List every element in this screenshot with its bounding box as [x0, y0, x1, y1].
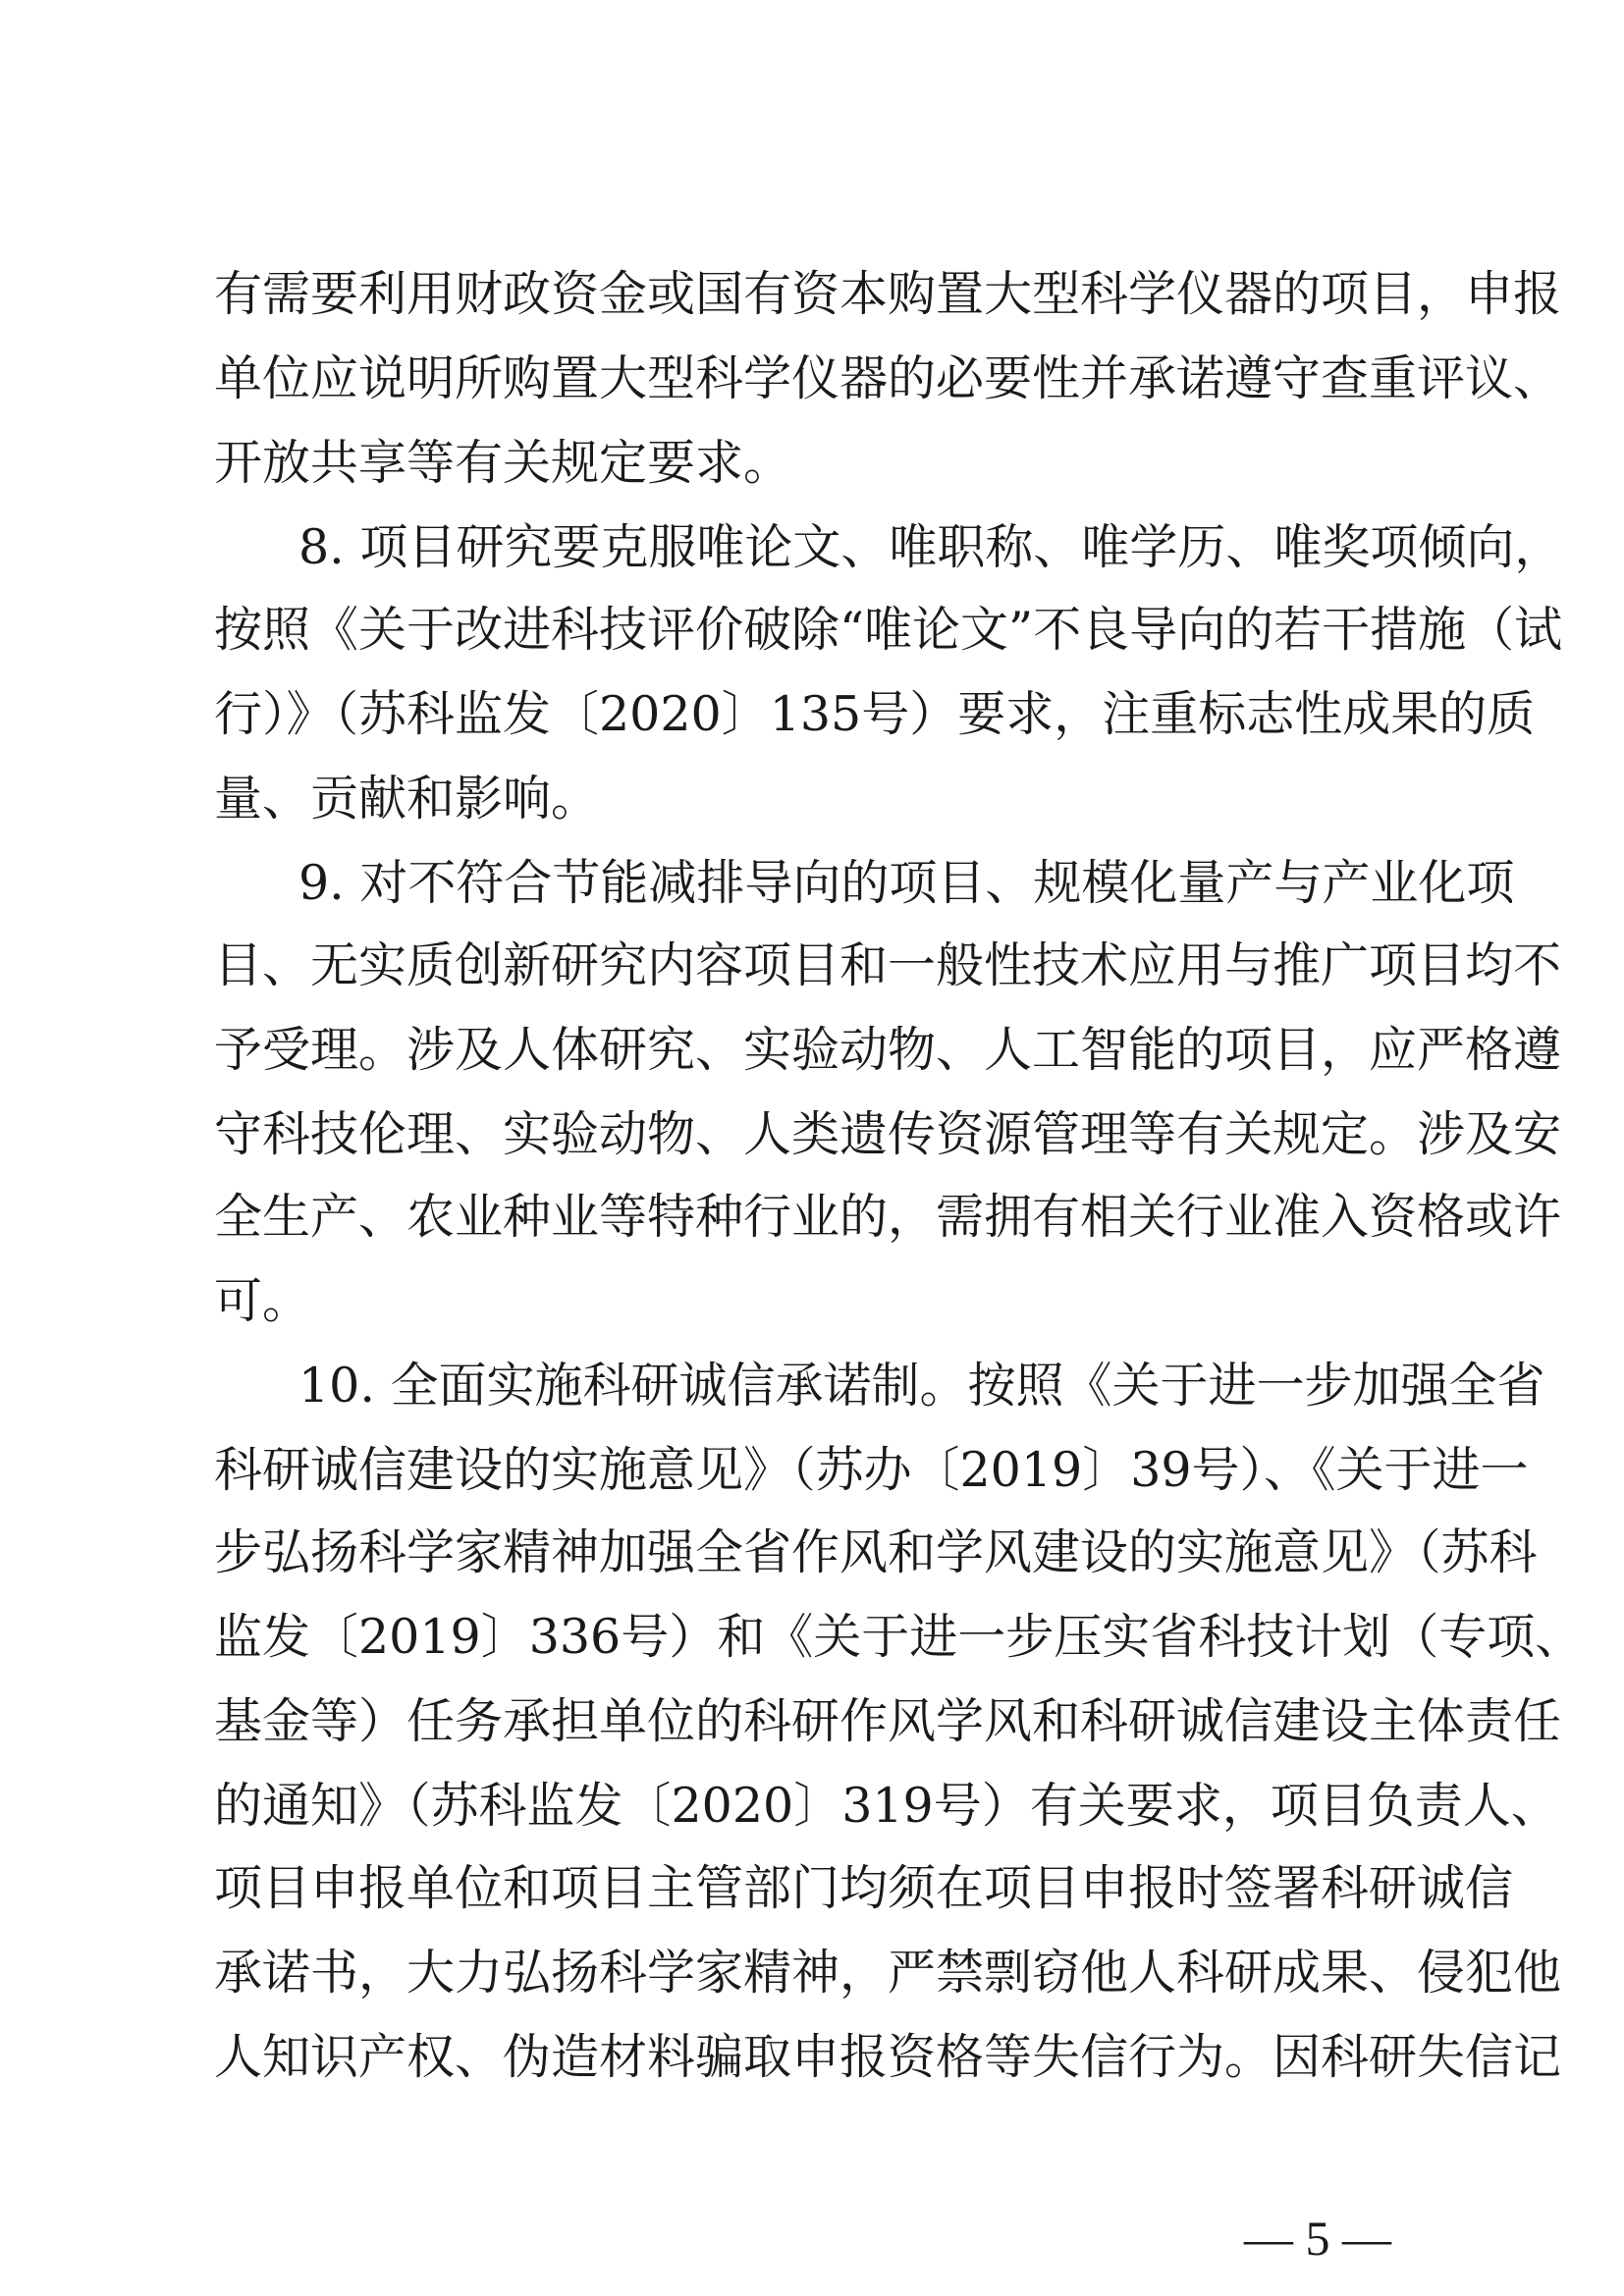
text-line: 10. 全面实施科研诚信承诺制。按照《关于进一步加强全省 — [298, 1358, 1545, 1414]
text-line: 项目申报单位和项目主管部门均须在项目申报时签署科研诚信 — [214, 1860, 1514, 1916]
text-line: 守科技伦理、实验动物、人类遗传资源管理等有关规定。涉及安 — [214, 1106, 1562, 1162]
text-line: 步弘扬科学家精神加强全省作风和学风建设的实施意见》（苏科 — [214, 1524, 1538, 1580]
text-line: 的通知》（苏科监发〔2020〕319号）有关要求，项目负责人、 — [214, 1778, 1559, 1834]
text-line: 承诺书，大力弘扬科学家精神，严禁剽窃他人科研成果、侵犯他 — [214, 1945, 1562, 2001]
text-line: 量、贡献和影响。 — [214, 771, 600, 827]
text-line: 予受理。涉及人体研究、实验动物、人工智能的项目，应严格遵 — [214, 1022, 1562, 1078]
text-line: 单位应说明所购置大型科学仪器的必要性并承诺遵守查重评议、 — [214, 350, 1562, 406]
text-line: 监发〔2019〕336号）和《关于进一步压实省科技计划（专项、 — [214, 1609, 1584, 1665]
text-line: 开放共享等有关规定要求。 — [214, 435, 792, 491]
text-line: 8. 项目研究要克服唯论文、唯职称、唯学历、唯奖项倾向， — [298, 519, 1563, 575]
page-number: — 5 — — [1244, 2211, 1391, 2266]
text-line: 全生产、农业种业等特种行业的，需拥有相关行业准入资格或许 — [214, 1189, 1562, 1245]
text-line: 人知识产权、伪造材料骗取申报资格等失信行为。因科研失信记 — [214, 2029, 1562, 2085]
text-line: 9. 对不符合节能减排导向的项目、规模化量产与产业化项 — [298, 855, 1515, 911]
text-line: 目、无实质创新研究内容项目和一般性技术应用与推广项目均不 — [214, 937, 1562, 993]
text-line: 行）》（苏科监发〔2020〕135号）要求，注重标志性成果的质 — [214, 686, 1536, 742]
text-line: 基金等）任务承担单位的科研作风学风和科研诚信建设主体责任 — [214, 1693, 1562, 1749]
text-line: 按照《关于改进科技评价破除“唯论文”不良导向的若干措施（试 — [214, 602, 1563, 658]
text-line: 科研诚信建设的实施意见》（苏办〔2019〕39号）、《关于进一 — [214, 1442, 1529, 1498]
text-line: 可。 — [214, 1273, 311, 1329]
text-line: 有需要利用财政资金或国有资本购置大型科学仪器的项目，申报 — [214, 266, 1562, 322]
